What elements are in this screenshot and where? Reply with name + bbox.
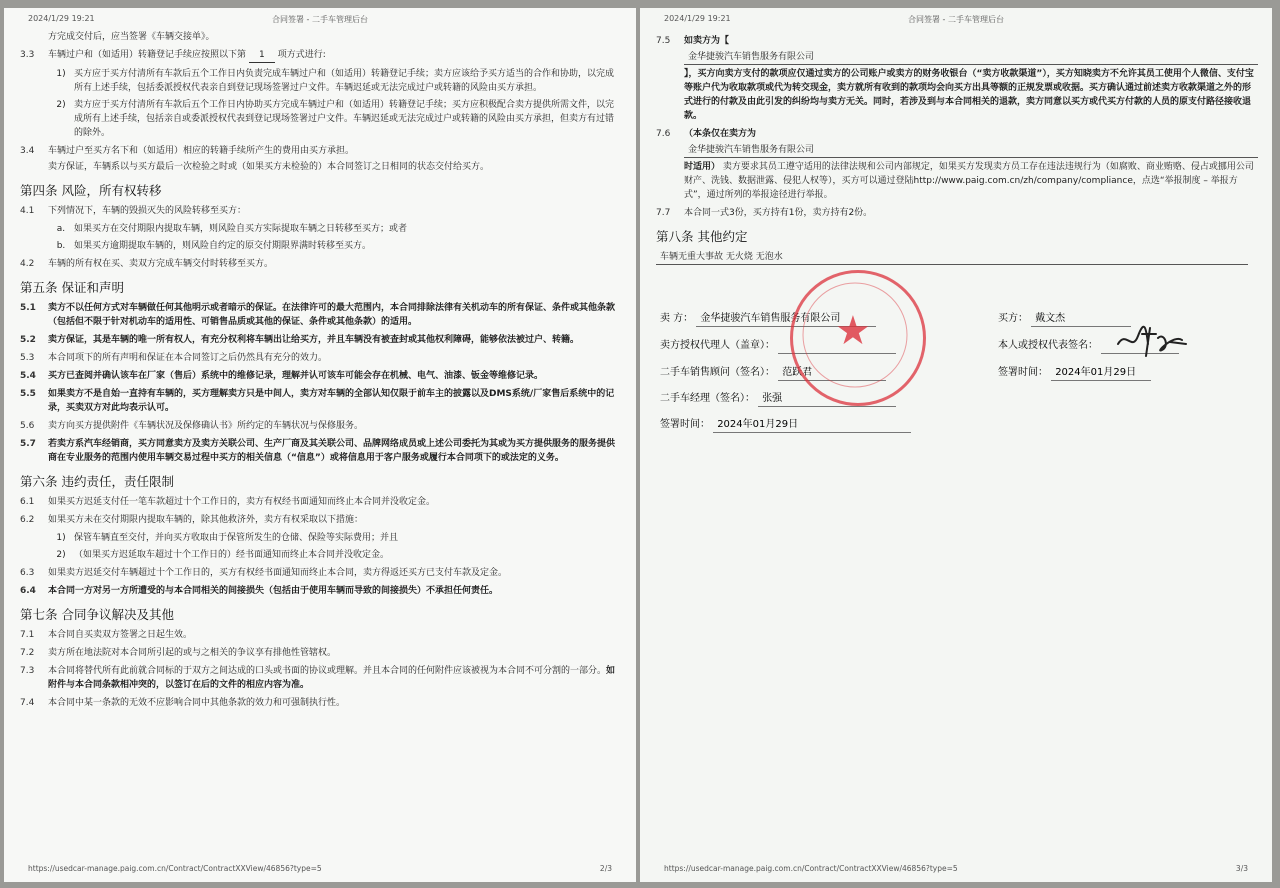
page-footer xyxy=(664,864,1248,876)
clause-7-5: 7.5 如卖方为【 金华捷骏汽车销售服务有限公司 】，买方向卖方支付的款项应仅通过卖方的公司账户或卖方的财务收银台（“卖方收款渠道”），买方知晓卖方不允许其员工使用个人微信、支付宝等账户代为收取款项或代为转交现金，卖方就所有收到的款项均会向买方出具等额的正规发票或收据。买方确认通过前述卖方收款渠道之外的形式进行的付款及由此引发的纠纷均与卖方无关。同时，若涉及到与本合同相关的退款，卖方同意以买方或代买方付款的人员的原支付路径接收退款。 xyxy=(656,34,1258,123)
manager-row: 二手车经理（签名）： 张强 xyxy=(660,392,896,407)
clause-6-2-1: 1) 保管车辆直至交付，并向买方收取由于保管所发生的仓储、保险等实际费用；并且 xyxy=(56,533,399,543)
seal-star-icon: ★ xyxy=(835,308,871,354)
page-number: 2/3 xyxy=(599,864,612,873)
clause-6-4: 6.4 本合同一方对另一方所遭受的与本合同相关的间接损失（包括由于使用车辆而导致的间接损失）不承担任何责任。 xyxy=(20,586,499,596)
page-header xyxy=(664,14,1248,28)
page-header-title: 合同签署 - 二手车管理后台 xyxy=(272,15,368,24)
page-number: 3/3 xyxy=(1235,864,1248,873)
buyer-signature-row: 本人或授权代表签名： xyxy=(998,339,1179,354)
clause-7-7: 7.7 本合同一式3份，买方持有1份，卖方持有2份。 xyxy=(656,208,873,218)
clause-7-6: 7.6 （本条仅在卖方为 金华捷骏汽车销售服务有限公司 时适用） 卖方要求其员工遵守适用的法律法规和公司内部规定，如果买方发现卖方员工存在违法违规行为（如腐败、商业贿赂、侵占或挪用公司财产、洗钱、数据泄露、侵犯人权等），买方可以通过登陆http://www.paig.com.cn/zh/company/compliance，点选“举报制度 – 举报方式”，通过所列的举报途径进行举报。 xyxy=(656,127,1258,202)
seller-row: 卖 方： 金华捷骏汽车销售服务有限公司 xyxy=(660,312,876,327)
section-5-title: 第五条 保证和声明 xyxy=(20,280,124,295)
clause-5-4: 5.4 买方已查阅并确认该车在厂家（售后）系统中的维修记录，理解并认可该车可能会存在机械、电气、油漆、钣金等维修记录。 xyxy=(20,371,544,381)
clause-4-1-b: b. 如果买方逾期提取车辆的，则风险自约定的原交付期限界满时转移至买方。 xyxy=(56,241,372,251)
clause-5-5: 5.5 如果卖方不是自始一直持有车辆的，买方理解卖方只是中间人，卖方对车辆的全部认知仅限于前车主的披露以及DMS系统/厂家售后系统中的记录，买卖双方对此均表示认可。 xyxy=(20,389,615,413)
manager-name: 张强 xyxy=(758,392,896,407)
seller-sign-time: 2024年01月29日 xyxy=(713,418,911,433)
clause-3-3-2: 2) 卖方应于买方付清所有车款后五个工作日内协助买方完成车辆过户和（如适用）转籍登记手续；买方应积极配合卖方提供所需文件，以完成所有上述手续，包括亲自或委派授权代表到登记现场签署过户文件。车辆迟延或无法完成过户或转籍的风险由买方承担，但卖方有过错的除外。 xyxy=(56,100,615,138)
clause-6-2-2: 2) （如果买方迟延取车超过十个工作日的）经书面通知而终止本合同并没收定金。 xyxy=(56,550,390,560)
section-4-title: 第四条 风险，所有权转移 xyxy=(20,183,162,198)
clause-3-3: 3.3 车辆过户和（如适用）转籍登记手续应按照以下第 1 项方式进行: xyxy=(20,48,622,63)
clause-7-2: 7.2 卖方所在地法院对本合同所引起的或与之相关的争议享有排他性管辖权。 xyxy=(20,648,337,658)
consultant-name: 范跃君 xyxy=(778,366,886,381)
clause-3-3-1: 1) 买方应于买方付清所有车款后五个工作日内负责完成车辆过户和（如适用）转籍登记手续；卖方应该给予买方适当的合作和协助，以完成所有上述手续，包括委派授权代表亲自到登记现场签署过户文件。车辆迟延或无法完成过户或转籍的风险由买方承担。 xyxy=(56,69,615,93)
section-7-title: 第七条 合同争议解决及其他 xyxy=(20,607,174,622)
section-6-title: 第六条 违约责任，责任限制 xyxy=(20,474,174,489)
buyer-handwritten-signature xyxy=(1112,322,1192,362)
clause-4-1: 4.1 下列情况下，车辆的毁损灭失的风险转移至买方： xyxy=(20,206,247,216)
company-seal-stamp xyxy=(790,270,926,406)
page-content xyxy=(656,30,1258,280)
seller-company-blank: 金华捷骏汽车销售服务有限公司 xyxy=(684,143,1258,158)
clause-7-3: 7.3 本合同将替代所有此前就合同标的于双方之间达成的口头或书面的协议或理解。并且本合同的任何附件应该被视为本合同不可分割的一部分。如附件与本合同条款相冲突的，以签订在后的文件的相应内容为准。 xyxy=(20,666,616,690)
clause-5-1: 5.1 卖方不以任何方式对车辆做任何其他明示或者暗示的保证。在法律许可的最大范围内，本合同排除法律有关机动车的所有保证、条件或其他条款（包括但不限于针对机动车的适用性、可销售品质或其他的保证、条件或其他条款）的适用。 xyxy=(20,303,616,327)
buyer-sign-time: 2024年01月29日 xyxy=(1051,366,1151,381)
contract-page-2 xyxy=(4,8,636,882)
clause-3-4-guarantee: 卖方保证，车辆系以与买方最后一次检验之时或（如果买方未检验的）本合同签订之日相同的状态交付给买方。 xyxy=(48,162,490,172)
other-agreement-text: 车辆无重大事故 无火烧 无泡水 xyxy=(656,250,1248,265)
clause-5-2: 5.2 卖方保证，其是车辆的唯一所有权人，有充分权利将车辆出让给买方，并且车辆没有被查封或其他权利障碍，能够依法被过户、转籍。 xyxy=(20,335,580,345)
continued-text: 方完成交付后，应当签署《车辆交接单》。 xyxy=(48,32,215,42)
seller-sign-time-row: 签署时间： 2024年01月29日 xyxy=(660,418,911,433)
print-date: 2024/1/29 19:21 xyxy=(664,14,731,23)
clause-7-1: 7.1 本合同自买卖双方签署之日起生效。 xyxy=(20,630,193,640)
contract-page-3 xyxy=(640,8,1272,882)
print-date: 2024/1/29 19:21 xyxy=(28,14,95,23)
seller-name: 金华捷骏汽车销售服务有限公司 xyxy=(696,312,876,327)
buyer-row: 买方： 戴文杰 xyxy=(998,312,1131,327)
clause-6-1: 6.1 如果买方迟延支付任一笔车款超过十个工作日的，卖方有权经书面通知而终止本合同并没收定金。 xyxy=(20,497,436,507)
page-content xyxy=(20,30,622,858)
buyer-sign-time-row: 签署时间： 2024年01月29日 xyxy=(998,366,1151,381)
seller-agent-row: 卖方授权代理人（盖章）： xyxy=(660,339,896,354)
page-header-title: 合同签署 - 二手车管理后台 xyxy=(908,15,1004,24)
page-header xyxy=(28,14,612,28)
footer-url: https://usedcar-manage.paig.com.cn/Contract/ContractXXView/46856?type=5 xyxy=(664,864,958,873)
consultant-row: 二手车销售顾问（签名）： 范跃君 xyxy=(660,366,886,381)
seller-company-blank: 金华捷骏汽车销售服务有限公司 xyxy=(684,50,1258,65)
clause-7-4: 7.4 本合同中某一条款的无效不应影响合同中其他条款的效力和可强制执行性。 xyxy=(20,698,346,708)
clause-3-4: 3.4 车辆过户至买方名下和（如适用）相应的转籍手续所产生的费用由买方承担。 xyxy=(20,146,355,156)
option-blank: 1 xyxy=(249,48,275,63)
buyer-name: 戴文杰 xyxy=(1031,312,1131,327)
clause-5-3: 5.3 本合同项下的所有声明和保证在本合同签订之后仍然具有充分的效力。 xyxy=(20,353,328,363)
clause-6-3: 6.3 如果卖方迟延交付车辆超过十个工作日的，买方有权经书面通知而终止本合同，卖方得返还买方已支付车款及定金。 xyxy=(20,568,508,578)
clause-6-2: 6.2 如果买方未在交付期限内提取车辆的，除其他救济外，卖方有权采取以下措施： xyxy=(20,515,364,525)
clause-5-7: 5.7 若卖方系汽车经销商，买方同意卖方及卖方关联公司、生产厂商及其关联公司、品牌网络成员或上述公司委托为其或为买方提供服务的服务提供商在专业服务的范围内使用车辆交易过程中买方的相关信息（“信息”）或将信息用于客户服务或履行本合同项下的或法定的义务。 xyxy=(20,439,616,463)
footer-url: https://usedcar-manage.paig.com.cn/Contract/ContractXXView/46856?type=5 xyxy=(28,864,322,873)
clause-4-2: 4.2 车辆的所有权在买、卖双方完成车辆交付时转移至买方。 xyxy=(20,259,274,269)
clause-4-1-a: a. 如果买方在交付期限内提取车辆，则风险自买方实际提取车辆之日转移至买方；或者 xyxy=(56,224,408,234)
page-footer xyxy=(28,864,612,876)
clause-5-6: 5.6 卖方向买方提供附件《车辆状况及保修确认书》所约定的车辆状况与保修服务。 xyxy=(20,421,364,431)
section-8-title: 第八条 其他约定 xyxy=(656,229,748,244)
